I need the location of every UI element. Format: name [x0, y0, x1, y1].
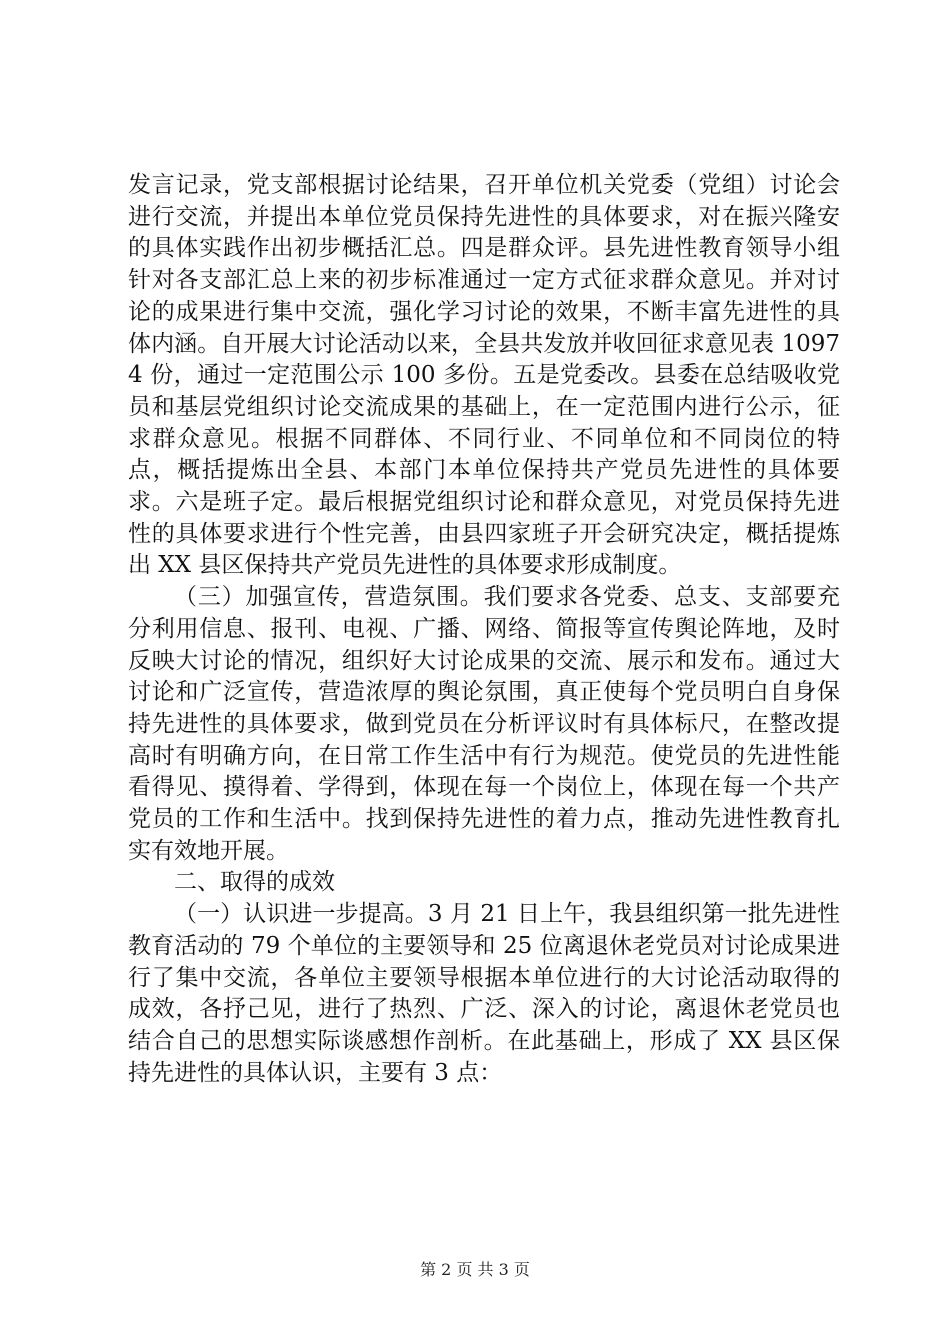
paragraph-results-one: （一）认识进一步提高。3 月 21 日上午，我县组织第一批先进性教育活动的 79 个单位的主要领导和 25 位离退休老党员对讨论成果进行了集中交流，各单位主要领导根据本单位进行的大讨论活动取得的成效，各抒己见，进行了热烈、广泛、深入的讨论，离退休老党员也结合自己的思想实际谈感想作剖析。在此基础上，形成了 XX 县区保持先进性的具体认识，主要有 3 点： [128, 901, 840, 1086]
section-heading-results: 二、取得的成效 [174, 869, 335, 896]
paragraph-section-three: （三）加强宣传，营造氛围。我们要求各党委、总支、支部要充分利用信息、报刊、电视、广播、网络、简报等宣传舆论阵地，及时反映大讨论的情况，组织好大讨论成果的交流、展示和发布。通过大讨论和广泛宣传，营造浓厚的舆论氛围，真正使每个党员明白自身保持先进性的具体要求，做到党员在分析评议时有具体标尺，在整改提高时有明确方向，在日常工作生活中有行为规范。使党员的先进性能看得见、摸得着、学得到，体现在每一个岗位上，体现在每一个共产党员的工作和生活中。找到保持先进性的着力点，推动先进性教育扎实有效地开展。 [128, 584, 840, 864]
page-number-footer: 第 2 页 共 3 页 [420, 1260, 530, 1279]
document-body [128, 170, 840, 1089]
paragraph-continuation: 发言记录，党支部根据讨论结果，召开单位机关党委（党组）讨论会进行交流，并提出本单位党员保持先进性的具体要求，对在振兴隆安的具体实践作出初步概括汇总。四是群众评。县先进性教育领导小组针对各支部汇总上来的初步标准通过一定方式征求群众意见。并对讨论的成果进行集中交流，强化学习讨论的效果，不断丰富先进性的具体内涵。自开展大讨论活动以来，全县共发放并收回征求意见表 10974 份，通过一定范围公示 100 多份。五是党委改。县委在总结吸收党员和基层党组织讨论交流成果的基础上，在一定范围内进行公示，征求群众意见。根据不同群体、不同行业、不同单位和不同岗位的特点，概括提炼出全县、本部门本单位保持共产党员先进性的具体要求。六是班子定。最后根据党组织讨论和群众意见，对党员保持先进性的具体要求进行个性完善，由县四家班子开会研究决定，概括提炼出 XX 县区保持共产党员先进性的具体要求形成制度。 [128, 172, 840, 579]
